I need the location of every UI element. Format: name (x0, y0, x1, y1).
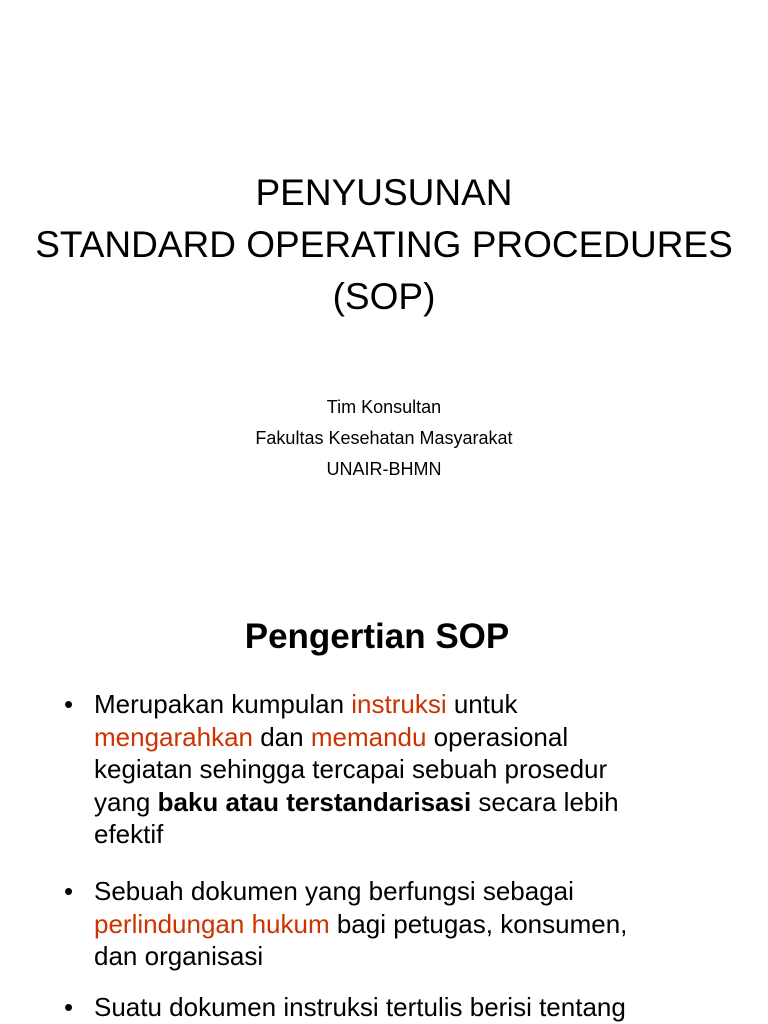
highlighted-term: memandu (310, 721, 427, 752)
text-line (94, 908, 744, 941)
text-run: yang (94, 786, 158, 817)
bullet-icon: • (64, 992, 74, 1022)
highlighted-term: instruksi (351, 689, 447, 719)
slide-title-line-3: (SOP) (332, 276, 436, 317)
slide-title-line-1: PENYUSUNAN (255, 172, 513, 213)
text-line: kegiatan sehingga tercapai sebuah prosedur (94, 754, 608, 784)
author-team: Tim Konsultan (326, 397, 442, 417)
bold-term: baku atau terstandarisasi (157, 786, 472, 817)
definition-slide (0, 560, 768, 1024)
text-line (94, 688, 744, 721)
text-run: secara lebih (471, 786, 619, 817)
bullet-icon: • (64, 689, 74, 719)
text-run: bagi petugas, konsumen, (329, 908, 628, 939)
slide-title-line-2: STANDARD OPERATING PROCEDURES (35, 224, 733, 265)
bullet-text (94, 688, 744, 851)
bullet-text (94, 875, 744, 973)
text-run: Merupakan kumpulan (94, 689, 352, 719)
author-faculty: Fakultas Kesehatan Masyarakat (255, 428, 513, 448)
slide-heading: Pengertian SOP (244, 617, 510, 656)
text-run: dan (253, 721, 311, 752)
highlighted-term: perlindungan hukum (94, 908, 330, 939)
text-line: dan organisasi (94, 941, 264, 971)
text-run: operasional (426, 721, 569, 752)
text-line (94, 721, 744, 754)
text-line (94, 786, 744, 819)
text-line: Suatu dokumen instruksi tertulis berisi tentang (94, 992, 626, 1022)
text-line: efektif (94, 819, 164, 849)
text-run: untuk (446, 689, 518, 719)
highlighted-term: mengarahkan (94, 721, 253, 752)
author-institution: UNAIR-BHMN (326, 459, 442, 479)
text-line: Sebuah dokumen yang berfungsi sebagai (94, 876, 574, 906)
bullet-icon: • (64, 876, 74, 906)
bullet-text (94, 991, 744, 1024)
